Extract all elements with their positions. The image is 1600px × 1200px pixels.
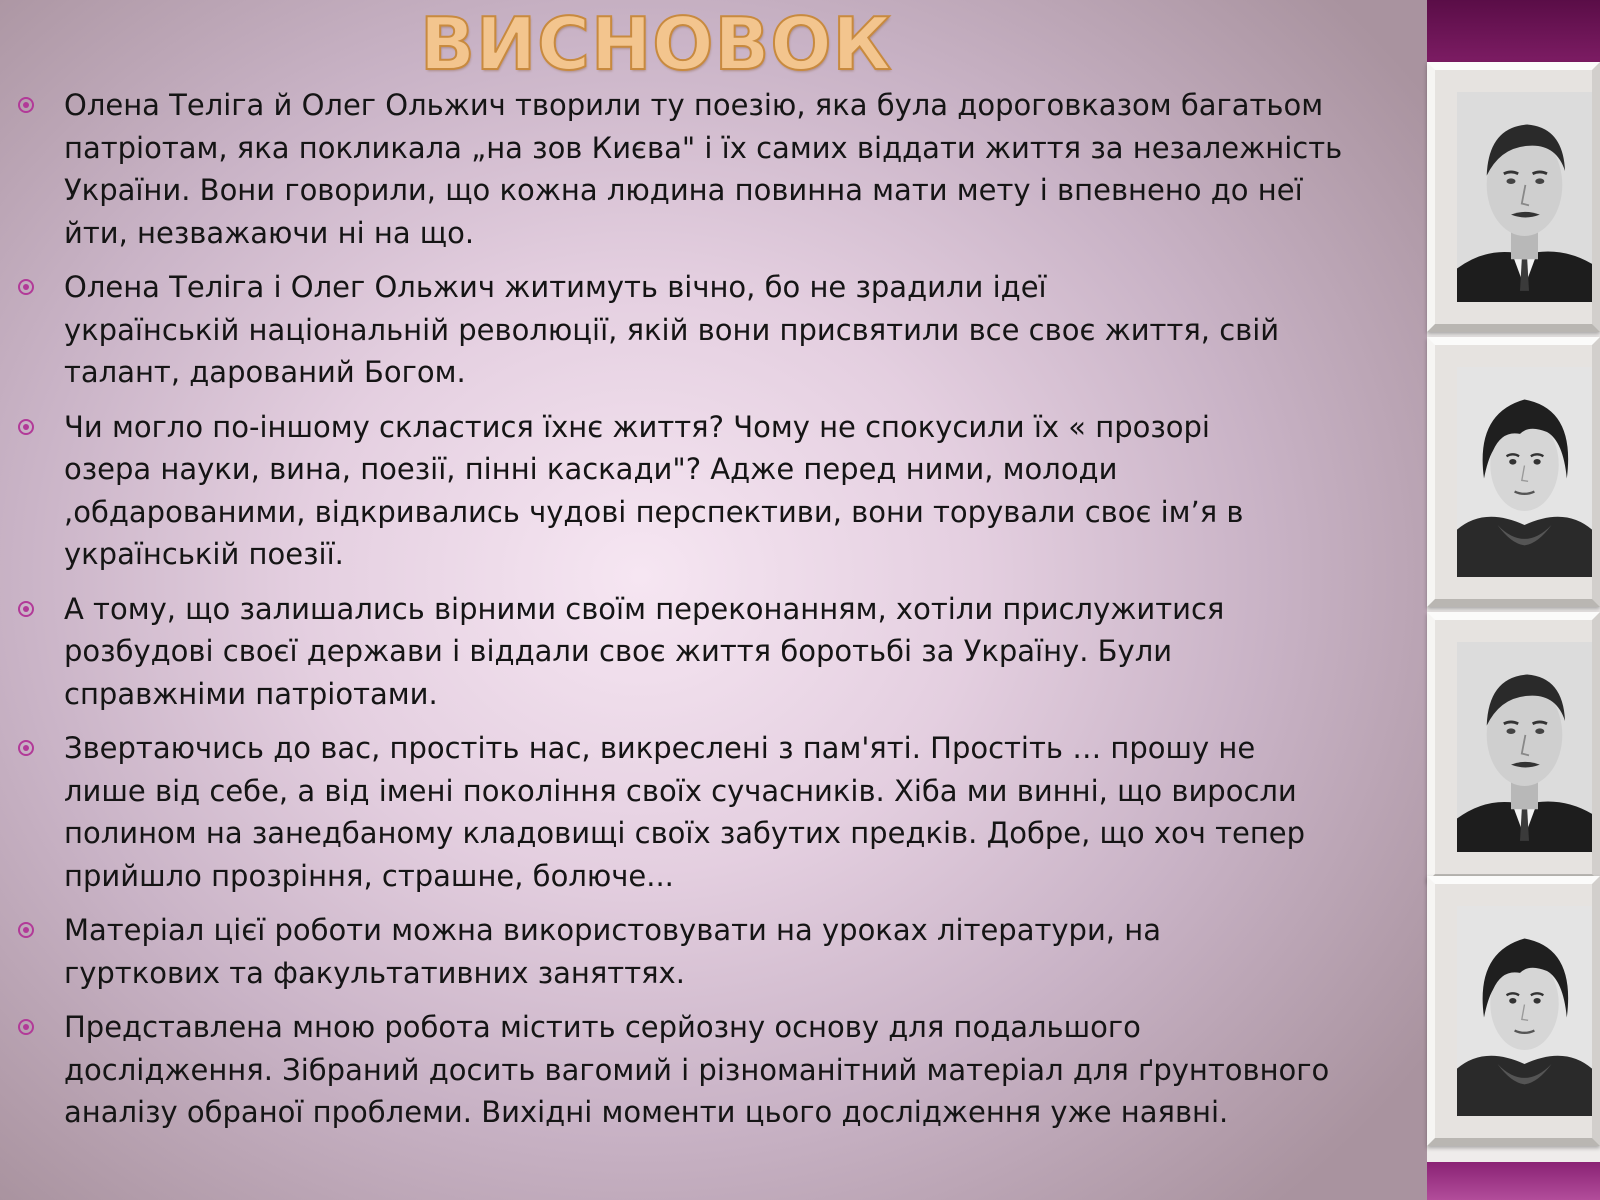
bullet-item [18, 1006, 1423, 1134]
bullet-circle-icon [18, 1019, 34, 1035]
portrait-woman-photo [1457, 367, 1592, 577]
bullet-circle-icon [18, 419, 34, 435]
bullet-circle-icon [18, 97, 34, 113]
bullet-circle-icon [18, 740, 34, 756]
bullet-item [18, 909, 1423, 994]
sidebar-bottom-band [1427, 1162, 1600, 1200]
bullet-circle-icon [18, 922, 34, 938]
bullet-text: Чи могло по-іншому скластися їхнє життя? Чому не спокусили їх « прозорі озера науки, вина, поезії, пінні каскади"? Адже перед ними, молоди ,обдарованими, відкривались чудові перспективи, вони торували своє ім’я в українській поезії. [64, 409, 1244, 571]
bullet-item [18, 727, 1423, 897]
bullet-text: Олена Теліга і Олег Ольжич житимуть вічно, бо не зрадили ідеї українській національній революції, якій вони присвятили все своє життя, свій талант, дарований Богом. [64, 270, 1280, 389]
photo-frame [1427, 876, 1600, 1146]
portrait-woman-photo [1457, 906, 1592, 1116]
bullet-text: Матеріал цієї роботи можна використовувати на уроках літератури, на гурткових та факультативних заняттях. [64, 913, 1161, 990]
bullet-text: Звертаючись до вас, простіть нас, викреслені з пам'яті. Простіть … прошу не лише від себе, а від імені покоління своїх сучасників. Хіба ми винні, що виросли полином на занедбаному кладовищі своїх забутих предків. Добре, що хоч тепер прийшло прозріння, страшне, болюче... [64, 731, 1306, 893]
photo-frame [1427, 337, 1600, 607]
bullet-circle-icon [18, 279, 34, 295]
bullet-circle-icon [18, 601, 34, 617]
portrait-man-photo [1457, 92, 1592, 302]
sidebar-top-band [1427, 0, 1600, 62]
bullet-item [18, 266, 1423, 394]
bullet-text: А тому, що залишались вірними своїм переконанням, хотіли прислужитися розбудові своєї держави і віддали своє життя боротьбі за Україну. Були справжніми патріотами. [64, 591, 1225, 711]
photo-frame [1427, 612, 1600, 882]
bullet-item [18, 84, 1423, 254]
bullet-text: Олена Теліга й Олег Ольжич творили ту поезію, яка була дороговказом багатьом патріотам, яка покликала „на зов Києва" і їх самих віддати життя за незалежність України. Вони говорили, що кожна людина повинна мати мету і впевнено до неї йти, незважаючи ні на що. [64, 88, 1343, 250]
bullet-item [18, 406, 1423, 576]
bullet-text: Представлена мною робота містить серйозну основу для подальшого дослідження. Зібраний досить вагомий і різноманітний матеріал для ґрунтовного аналізу обраної проблеми. Вихідні моменти цього дослідження уже наявні. [64, 1010, 1330, 1129]
slide-title: ВИСНОВОК [420, 2, 893, 86]
photo-sidebar [1427, 0, 1600, 1200]
bullet-item [18, 588, 1423, 716]
bullet-list [18, 84, 1423, 1146]
portrait-man-photo [1457, 642, 1592, 852]
photo-frame [1427, 62, 1600, 332]
